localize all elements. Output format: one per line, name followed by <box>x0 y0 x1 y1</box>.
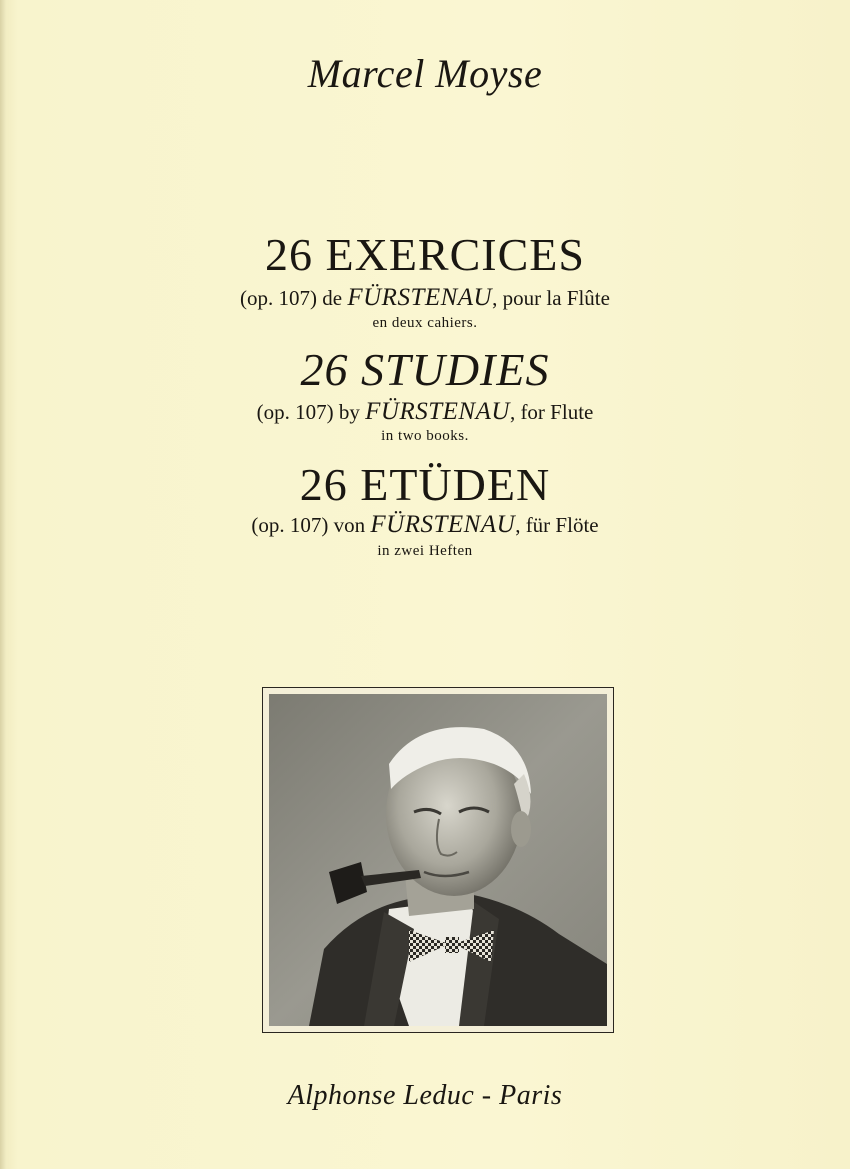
composer-name-german: FÜRSTENAU <box>370 511 516 538</box>
portrait-photo <box>269 694 607 1026</box>
title-french: 26 EXERCICES <box>265 229 585 280</box>
subtitle-english <box>0 398 850 426</box>
composer-name-french: FÜRSTENAU <box>347 284 493 311</box>
books-german: in zwei Heften <box>377 543 473 559</box>
title-german: 26 ETÜDEN <box>299 459 551 510</box>
subtitle-english-suffix: , for Flute <box>509 400 594 424</box>
title-english: 26 STUDIES <box>300 344 550 395</box>
books-english: in two books. <box>381 428 469 444</box>
publisher-name: Alphonse Leduc - Paris <box>287 1080 563 1111</box>
subtitle-french-prefix: (op. 107) de <box>240 286 348 310</box>
subtitle-german-prefix: (op. 107) von <box>251 513 371 537</box>
author-name: Marcel Moyse <box>307 51 543 96</box>
subtitle-german <box>0 511 850 539</box>
subtitle-german-suffix: , für Flöte <box>515 513 599 537</box>
portrait-frame <box>262 687 614 1033</box>
books-french: en deux cahiers. <box>372 315 478 331</box>
subtitle-french <box>0 284 850 312</box>
composer-name-english: FÜRSTENAU <box>365 398 510 425</box>
portrait-illustration <box>269 694 607 1026</box>
page-edge <box>0 0 6 1169</box>
subtitle-french-suffix: , pour la Flûte <box>492 286 610 310</box>
subtitle-english-prefix: (op. 107) by <box>256 400 366 424</box>
